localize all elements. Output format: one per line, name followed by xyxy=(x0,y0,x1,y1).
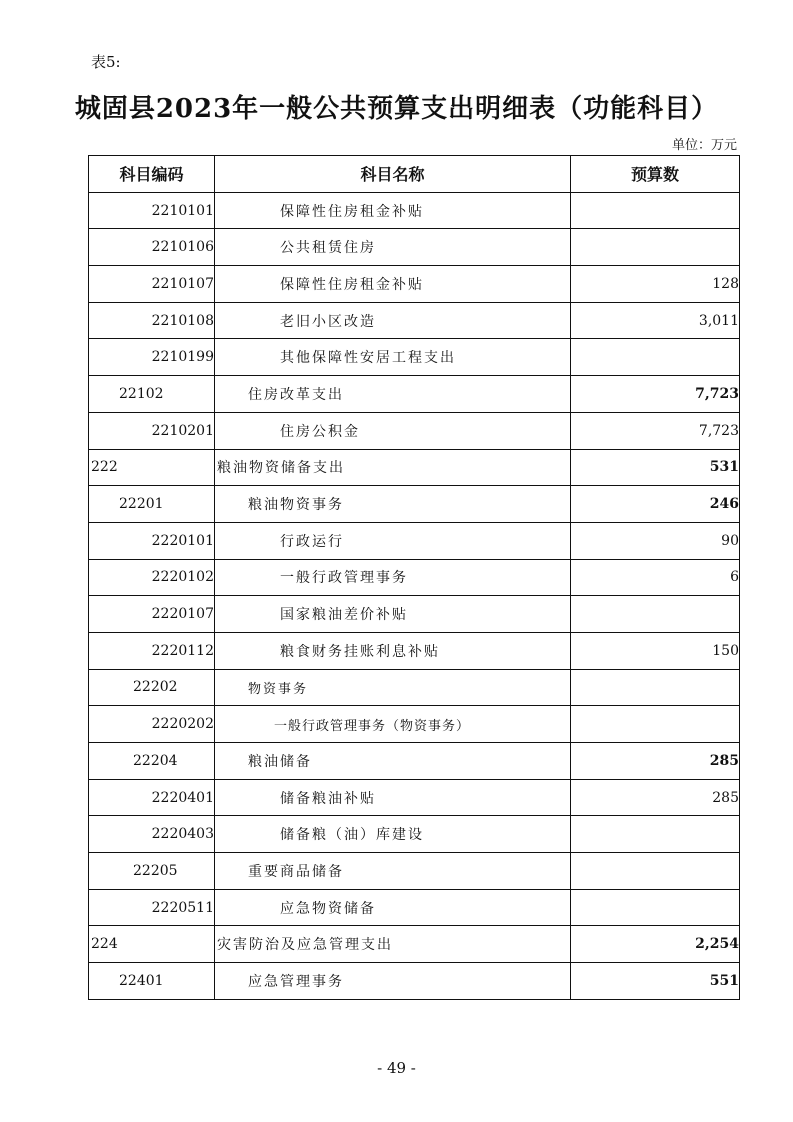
unit-label: 单位：万元 xyxy=(671,138,737,153)
code-cell: 2220112 xyxy=(89,632,215,669)
table-row xyxy=(89,559,740,596)
table-row xyxy=(89,779,740,816)
table-row xyxy=(89,706,740,743)
table-row xyxy=(89,632,740,669)
header-name: 科目名称 xyxy=(215,156,571,193)
table-row xyxy=(89,486,740,523)
table-row xyxy=(89,743,740,780)
amount-cell: 90 xyxy=(571,522,740,559)
code-cell: 2220101 xyxy=(89,522,215,559)
code-cell: 2220107 xyxy=(89,596,215,633)
name-cell: 保障性住房租金补贴 xyxy=(215,192,571,229)
name-cell: 行政运行 xyxy=(215,522,571,559)
name-cell: 粮油储备 xyxy=(215,743,571,780)
name-cell: 应急管理事务 xyxy=(215,963,571,1000)
table-row xyxy=(89,376,740,413)
code-cell: 22205 xyxy=(89,853,215,890)
table-row xyxy=(89,412,740,449)
code-cell: 2220511 xyxy=(89,889,215,926)
code-cell: 2220102 xyxy=(89,559,215,596)
amount-cell: 7,723 xyxy=(571,376,740,413)
table-row xyxy=(89,816,740,853)
name-cell: 老旧小区改造 xyxy=(215,302,571,339)
name-cell: 重要商品储备 xyxy=(215,853,571,890)
amount-cell: 551 xyxy=(571,963,740,1000)
name-cell: 粮食财务挂账利息补贴 xyxy=(215,632,571,669)
name-cell: 其他保障性安居工程支出 xyxy=(215,339,571,376)
amount-cell: 531 xyxy=(571,449,740,486)
name-cell: 应急物资储备 xyxy=(215,889,571,926)
name-cell: 粮油物资事务 xyxy=(215,486,571,523)
amount-cell xyxy=(571,816,740,853)
amount-cell: 6 xyxy=(571,559,740,596)
name-cell: 国家粮油差价补贴 xyxy=(215,596,571,633)
name-cell: 灾害防治及应急管理支出 xyxy=(215,926,571,963)
amount-cell: 2,254 xyxy=(571,926,740,963)
table-row xyxy=(89,889,740,926)
code-cell: 2220403 xyxy=(89,816,215,853)
code-cell: 2210106 xyxy=(89,229,215,266)
table-row xyxy=(89,522,740,559)
amount-cell xyxy=(571,706,740,743)
amount-cell xyxy=(571,853,740,890)
name-cell: 一般行政管理事务（物资事务） xyxy=(215,706,571,743)
table-number: 表5: xyxy=(91,53,121,71)
code-cell: 2210201 xyxy=(89,412,215,449)
amount-cell xyxy=(571,596,740,633)
amount-cell: 285 xyxy=(571,779,740,816)
amount-cell: 285 xyxy=(571,743,740,780)
code-cell: 2210101 xyxy=(89,192,215,229)
table-row xyxy=(89,192,740,229)
code-cell: 2210108 xyxy=(89,302,215,339)
name-cell: 保障性住房租金补贴 xyxy=(215,266,571,303)
page-title: 城固县2023年一般公共预算支出明细表（功能科目） xyxy=(74,94,719,124)
table-row xyxy=(89,302,740,339)
table-row xyxy=(89,926,740,963)
header-row xyxy=(89,156,740,193)
code-cell: 22202 xyxy=(89,669,215,706)
code-cell: 2220401 xyxy=(89,779,215,816)
code-cell: 22102 xyxy=(89,376,215,413)
header-amount: 预算数 xyxy=(571,156,740,193)
table-row xyxy=(89,853,740,890)
table-row xyxy=(89,229,740,266)
name-cell: 住房公积金 xyxy=(215,412,571,449)
name-cell: 粮油物资储备支出 xyxy=(215,449,571,486)
table-row xyxy=(89,449,740,486)
code-cell: 2220202 xyxy=(89,706,215,743)
code-cell: 2210199 xyxy=(89,339,215,376)
name-cell: 住房改革支出 xyxy=(215,376,571,413)
header-code: 科目编码 xyxy=(89,156,215,193)
code-cell: 222 xyxy=(89,449,215,486)
name-cell: 一般行政管理事务 xyxy=(215,559,571,596)
amount-cell: 3,011 xyxy=(571,302,740,339)
page-number: - 49 - xyxy=(377,1059,416,1077)
code-cell: 22201 xyxy=(89,486,215,523)
name-cell: 储备粮油补贴 xyxy=(215,779,571,816)
amount-cell xyxy=(571,889,740,926)
code-cell: 224 xyxy=(89,926,215,963)
name-cell: 公共租赁住房 xyxy=(215,229,571,266)
table-row xyxy=(89,669,740,706)
amount-cell xyxy=(571,192,740,229)
code-cell: 22204 xyxy=(89,743,215,780)
amount-cell: 128 xyxy=(571,266,740,303)
amount-cell: 150 xyxy=(571,632,740,669)
amount-cell xyxy=(571,339,740,376)
budget-table xyxy=(88,155,740,1000)
amount-cell: 7,723 xyxy=(571,412,740,449)
code-cell: 2210107 xyxy=(89,266,215,303)
table-row xyxy=(89,596,740,633)
code-cell: 22401 xyxy=(89,963,215,1000)
amount-cell xyxy=(571,669,740,706)
table-row xyxy=(89,339,740,376)
table-row xyxy=(89,963,740,1000)
name-cell: 物资事务 xyxy=(215,669,571,706)
name-cell: 储备粮（油）库建设 xyxy=(215,816,571,853)
amount-cell: 246 xyxy=(571,486,740,523)
table-row xyxy=(89,266,740,303)
amount-cell xyxy=(571,229,740,266)
